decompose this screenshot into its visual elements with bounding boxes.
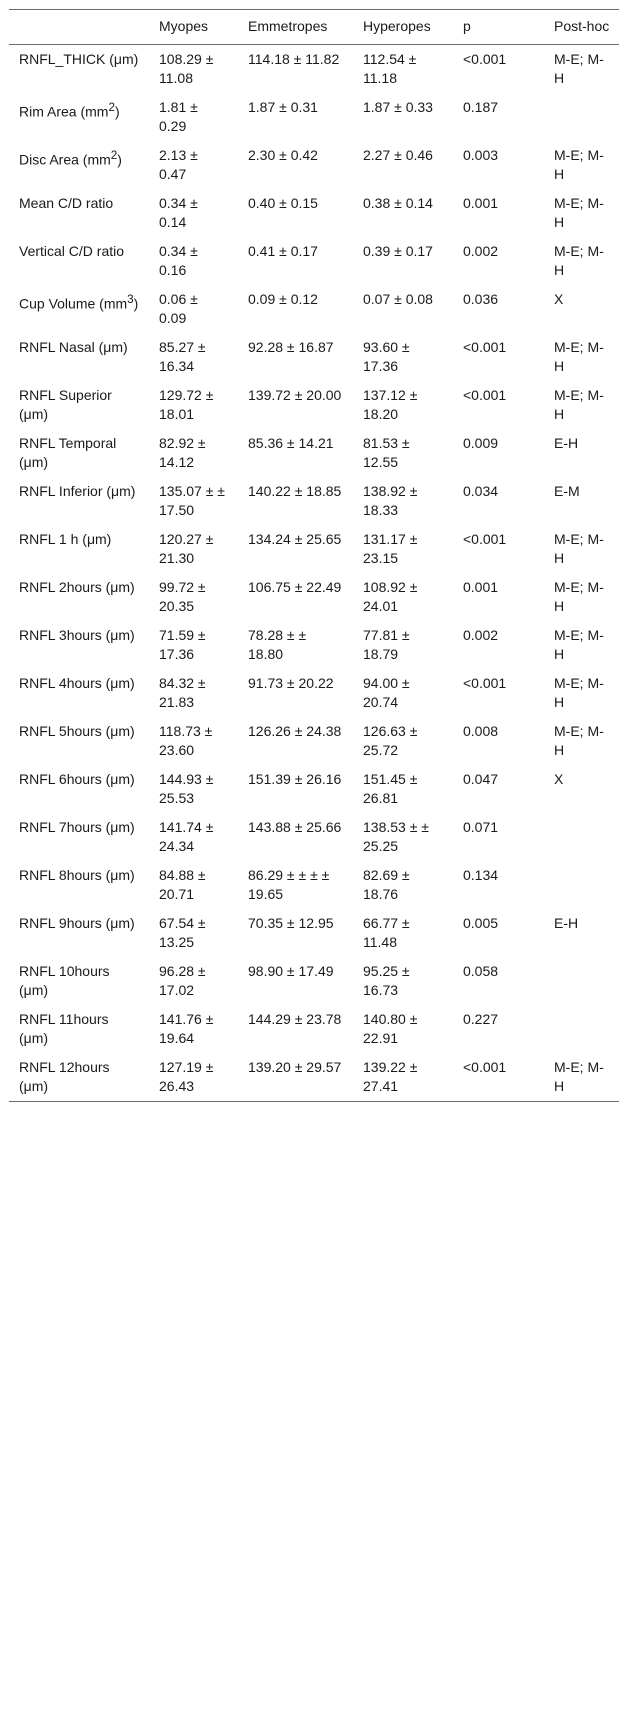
cell-emmetropes: 139.20 ± 29.57 bbox=[248, 1059, 342, 1075]
table-row bbox=[9, 957, 619, 1005]
row-label: Rim Area $(mm^2)$ bbox=[19, 101, 120, 120]
cell-p-value: 0.187 bbox=[463, 99, 499, 115]
table-row bbox=[9, 861, 619, 909]
cell-p-value: 0.047 bbox=[463, 771, 499, 787]
row-label: RNFL Inferior (μm) bbox=[19, 483, 136, 499]
cell-p-value: 0.034 bbox=[463, 483, 499, 499]
cell-emmetropes: 70.35 ± 12.95 bbox=[248, 915, 334, 931]
row-label: RNFL Superior (μm) bbox=[19, 387, 112, 422]
table-row bbox=[9, 237, 619, 285]
table-row bbox=[9, 429, 619, 477]
header-row bbox=[9, 10, 619, 45]
row-label: Cup Volume $(mm^3)$ bbox=[19, 293, 139, 312]
row-label: RNFL 6hours (μm) bbox=[19, 771, 135, 787]
cell-posthoc: M-E; M-H bbox=[554, 387, 604, 422]
cell-posthoc: M-E; M-H bbox=[554, 147, 604, 182]
row-label: RNFL 5hours (μm) bbox=[19, 723, 135, 739]
row-label: RNFL Temporal (μm) bbox=[19, 435, 117, 470]
cell-posthoc: X bbox=[554, 771, 564, 787]
cell-p-value: <0.001 bbox=[463, 531, 507, 547]
cell-myopes: 96.28 ± 17.02 bbox=[159, 963, 206, 998]
cell-posthoc: M-E; M-H bbox=[554, 339, 604, 374]
cell-emmetropes: 114.18 ± 11.82 bbox=[248, 51, 340, 67]
cell-emmetropes: 0.41 ± 0.17 bbox=[248, 243, 318, 259]
cell-p-value: <0.001 bbox=[463, 387, 507, 403]
header-emmetropes: Emmetropes bbox=[248, 18, 328, 34]
row-label: RNFL 7hours (μm) bbox=[19, 819, 135, 835]
comparison-table bbox=[9, 9, 619, 1102]
table-row bbox=[9, 477, 619, 525]
cell-p-value: 0.001 bbox=[463, 195, 499, 211]
row-label: Disc Area $(mm^2)$ bbox=[19, 149, 122, 168]
row-label: RNFL 2hours (μm) bbox=[19, 579, 135, 595]
cell-hyperopes: 151.45 ± 26.81 bbox=[363, 771, 418, 806]
table-row bbox=[9, 1053, 619, 1102]
cell-p-value: <0.001 bbox=[463, 675, 507, 691]
table-header bbox=[9, 10, 619, 45]
cell-hyperopes: 140.80 ± 22.91 bbox=[363, 1011, 418, 1046]
row-label: RNFL Nasal (μm) bbox=[19, 339, 128, 355]
cell-myopes: 0.34 ± 0.14 bbox=[159, 195, 198, 230]
cell-emmetropes: 85.36 ± 14.21 bbox=[248, 435, 334, 451]
cell-posthoc: E-H bbox=[554, 435, 579, 451]
cell-hyperopes: 137.12 ± 18.20 bbox=[363, 387, 418, 422]
cell-p-value: 0.001 bbox=[463, 579, 499, 595]
cell-hyperopes: 1.87 ± 0.33 bbox=[363, 99, 433, 115]
row-label: RNFL 12hours (μm) bbox=[19, 1059, 110, 1094]
cell-p-value: 0.002 bbox=[463, 627, 499, 643]
cell-emmetropes: 0.09 ± 0.12 bbox=[248, 291, 318, 307]
cell-posthoc bbox=[544, 957, 619, 1005]
table-row bbox=[9, 765, 619, 813]
cell-posthoc: E-M bbox=[554, 483, 580, 499]
cell-p-value: 0.036 bbox=[463, 291, 499, 307]
cell-myopes: 85.27 ± 16.34 bbox=[159, 339, 206, 374]
cell-emmetropes: 1.87 ± 0.31 bbox=[248, 99, 318, 115]
cell-emmetropes: 91.73 ± 20.22 bbox=[248, 675, 334, 691]
header-blank bbox=[9, 10, 149, 45]
cell-posthoc: M-E; M-H bbox=[554, 195, 604, 230]
cell-hyperopes: 0.38 ± 0.14 bbox=[363, 195, 433, 211]
cell-hyperopes: 131.17 ± 23.15 bbox=[363, 531, 418, 566]
table-row bbox=[9, 573, 619, 621]
cell-myopes: 135.07 ± ± 17.50 bbox=[159, 483, 225, 518]
row-label: RNFL 1 h (μm) bbox=[19, 531, 112, 547]
cell-emmetropes: 139.72 ± 20.00 bbox=[248, 387, 342, 403]
cell-hyperopes: 82.69 ± 18.76 bbox=[363, 867, 410, 902]
cell-p-value: 0.008 bbox=[463, 723, 499, 739]
cell-p-value: 0.071 bbox=[463, 819, 499, 835]
cell-myopes: 141.74 ± 24.34 bbox=[159, 819, 214, 854]
table-row bbox=[9, 285, 619, 333]
cell-emmetropes: 2.30 ± 0.42 bbox=[248, 147, 318, 163]
cell-emmetropes: 144.29 ± 23.78 bbox=[248, 1011, 342, 1027]
cell-emmetropes: 134.24 ± 25.65 bbox=[248, 531, 342, 547]
cell-posthoc: M-E; M-H bbox=[554, 243, 604, 278]
row-label: RNFL 8hours (μm) bbox=[19, 867, 135, 883]
cell-posthoc bbox=[544, 93, 619, 141]
cell-emmetropes: 140.22 ± 18.85 bbox=[248, 483, 342, 499]
cell-myopes: 108.29 ± 11.08 bbox=[159, 51, 214, 86]
row-label: RNFL 4hours (μm) bbox=[19, 675, 135, 691]
table-row bbox=[9, 189, 619, 237]
cell-myopes: 71.59 ± 17.36 bbox=[159, 627, 206, 662]
cell-hyperopes: 2.27 ± 0.46 bbox=[363, 147, 433, 163]
cell-posthoc bbox=[544, 861, 619, 909]
cell-myopes: 127.19 ± 26.43 bbox=[159, 1059, 214, 1094]
row-label: RNFL 10hours (μm) bbox=[19, 963, 110, 998]
cell-myopes: 0.06 ± 0.09 bbox=[159, 291, 198, 326]
row-label: Mean C/D ratio bbox=[19, 195, 114, 211]
header-posthoc: Post-hoc bbox=[554, 18, 610, 34]
cell-myopes: 99.72 ± 20.35 bbox=[159, 579, 206, 614]
cell-emmetropes: 126.26 ± 24.38 bbox=[248, 723, 342, 739]
table-row bbox=[9, 909, 619, 957]
cell-p-value: 0.009 bbox=[463, 435, 499, 451]
cell-emmetropes: 78.28 ± ± 18.80 bbox=[248, 627, 307, 662]
cell-posthoc: M-E; M-H bbox=[554, 531, 604, 566]
table-row bbox=[9, 141, 619, 189]
cell-p-value: 0.227 bbox=[463, 1011, 499, 1027]
cell-posthoc: M-E; M-H bbox=[554, 579, 604, 614]
cell-posthoc: M-E; M-H bbox=[554, 675, 604, 710]
row-label: RNFL 11hours (μm) bbox=[19, 1011, 109, 1046]
cell-myopes: 129.72 ± 18.01 bbox=[159, 387, 214, 422]
cell-emmetropes: 151.39 ± 26.16 bbox=[248, 771, 342, 787]
cell-p-value: <0.001 bbox=[463, 339, 507, 355]
cell-emmetropes: 0.40 ± 0.15 bbox=[248, 195, 318, 211]
cell-p-value: <0.001 bbox=[463, 1059, 507, 1075]
cell-p-value: 0.003 bbox=[463, 147, 499, 163]
cell-p-value: 0.005 bbox=[463, 915, 499, 931]
cell-p-value: <0.001 bbox=[463, 51, 507, 67]
cell-posthoc: E-H bbox=[554, 915, 579, 931]
cell-hyperopes: 138.53 ± ± 25.25 bbox=[363, 819, 429, 854]
cell-hyperopes: 112.54 ± 11.18 bbox=[363, 51, 417, 86]
row-label: Vertical C/D ratio bbox=[19, 243, 125, 259]
table-row bbox=[9, 381, 619, 429]
cell-posthoc: M-E; M-H bbox=[554, 1059, 604, 1094]
cell-hyperopes: 81.53 ± 12.55 bbox=[363, 435, 410, 470]
cell-hyperopes: 66.77 ± 11.48 bbox=[363, 915, 410, 950]
header-hyperopes: Hyperopes bbox=[363, 18, 431, 34]
cell-emmetropes: 143.88 ± 25.66 bbox=[248, 819, 342, 835]
header-p: p bbox=[463, 18, 471, 34]
cell-myopes: 0.34 ± 0.16 bbox=[159, 243, 198, 278]
row-label: RNFL 3hours (μm) bbox=[19, 627, 135, 643]
cell-emmetropes: 98.90 ± 17.49 bbox=[248, 963, 334, 979]
cell-hyperopes: 93.60 ± 17.36 bbox=[363, 339, 410, 374]
cell-hyperopes: 139.22 ± 27.41 bbox=[363, 1059, 418, 1094]
cell-posthoc bbox=[544, 1005, 619, 1053]
table-row bbox=[9, 1005, 619, 1053]
header-myopes: Myopes bbox=[159, 18, 209, 34]
table-row bbox=[9, 93, 619, 141]
cell-hyperopes: 77.81 ± 18.79 bbox=[363, 627, 410, 662]
cell-hyperopes: 126.63 ± 25.72 bbox=[363, 723, 418, 758]
cell-p-value: 0.002 bbox=[463, 243, 499, 259]
cell-posthoc bbox=[544, 813, 619, 861]
cell-hyperopes: 0.07 ± 0.08 bbox=[363, 291, 433, 307]
cell-posthoc: M-E; M-H bbox=[554, 627, 604, 662]
table-row bbox=[9, 717, 619, 765]
cell-posthoc: M-E; M-H bbox=[554, 51, 604, 86]
row-label: RNFL 9hours (μm) bbox=[19, 915, 135, 931]
cell-myopes: 1.81 ± 0.29 bbox=[159, 99, 198, 134]
row-label: RNFL_THICK (μm) bbox=[19, 51, 139, 67]
cell-hyperopes: 0.39 ± 0.17 bbox=[363, 243, 433, 259]
cell-myopes: 2.13 ± 0.47 bbox=[159, 147, 198, 182]
table-row bbox=[9, 669, 619, 717]
cell-myopes: 67.54 ± 13.25 bbox=[159, 915, 206, 950]
cell-myopes: 144.93 ± 25.53 bbox=[159, 771, 214, 806]
cell-myopes: 141.76 ± 19.64 bbox=[159, 1011, 214, 1046]
cell-posthoc: X bbox=[554, 291, 564, 307]
table-row bbox=[9, 333, 619, 381]
cell-emmetropes: 106.75 ± 22.49 bbox=[248, 579, 342, 595]
table-row bbox=[9, 45, 619, 94]
cell-myopes: 120.27 ± 21.30 bbox=[159, 531, 214, 566]
table-row bbox=[9, 525, 619, 573]
cell-myopes: 84.32 ± 21.83 bbox=[159, 675, 206, 710]
cell-p-value: 0.134 bbox=[463, 867, 499, 883]
table-body bbox=[9, 45, 619, 1102]
cell-posthoc: M-E; M-H bbox=[554, 723, 604, 758]
cell-hyperopes: 108.92 ± 24.01 bbox=[363, 579, 418, 614]
cell-emmetropes: 86.29 ± ± ± ± 19.65 bbox=[248, 867, 330, 902]
cell-myopes: 82.92 ± 14.12 bbox=[159, 435, 206, 470]
cell-emmetropes: 92.28 ± 16.87 bbox=[248, 339, 334, 355]
table-row bbox=[9, 813, 619, 861]
cell-p-value: 0.058 bbox=[463, 963, 499, 979]
cell-hyperopes: 94.00 ± 20.74 bbox=[363, 675, 410, 710]
cell-hyperopes: 138.92 ± 18.33 bbox=[363, 483, 418, 518]
table-row bbox=[9, 621, 619, 669]
cell-hyperopes: 95.25 ± 16.73 bbox=[363, 963, 410, 998]
cell-myopes: 84.88 ± 20.71 bbox=[159, 867, 206, 902]
cell-myopes: 118.73 ± 23.60 bbox=[159, 723, 213, 758]
